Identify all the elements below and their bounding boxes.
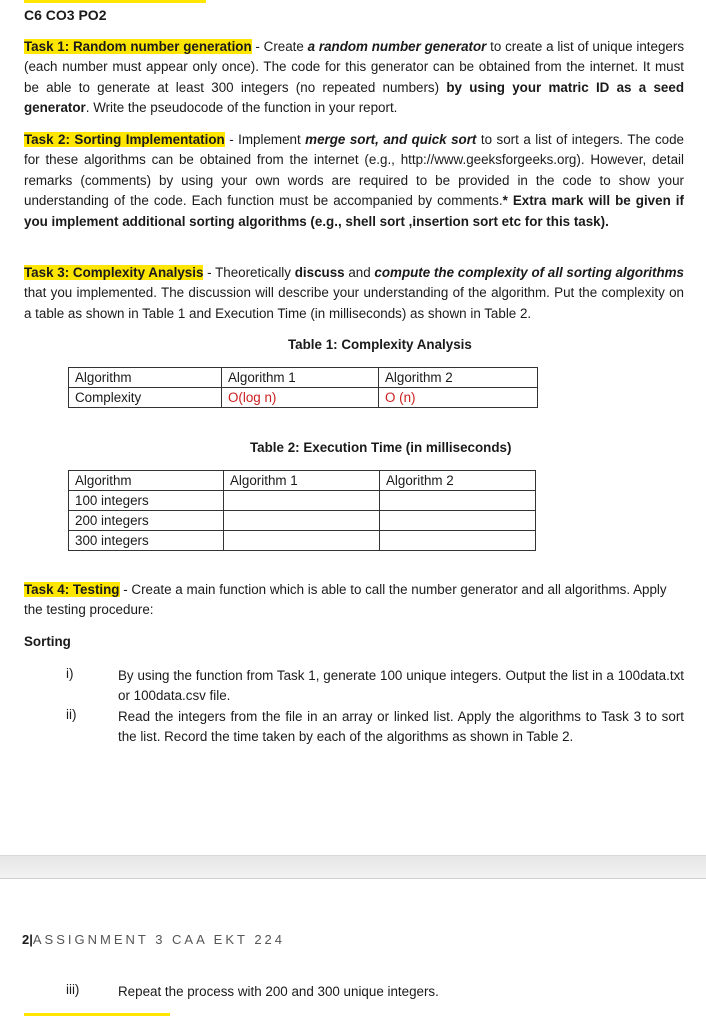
table-cell: Algorithm <box>69 368 222 388</box>
page-footer: 2|ASSIGNMENT 3 CAA EKT 224 <box>22 932 286 947</box>
task3-label: Task 3: Complexity Analysis <box>24 265 204 280</box>
step-number: iii) <box>66 982 80 997</box>
table2-title: Table 2: Execution Time (in milliseconds) <box>250 440 512 455</box>
footer-title: ASSIGNMENT 3 CAA EKT 224 <box>32 932 286 947</box>
table-row <box>69 491 536 511</box>
task2-paragraph: Task 2: Sorting Implementation - Implement merge sort, and quick sort to sort a list of integers. The code for these algorithms can be obtained from the internet (e.g., http://www.geeksforgeeks.org). However, detail remarks (comments) by using your own words are required to be provided in the code to show your understanding of the code. Each function must be accompanied by comments.* Extra mark will be given if you implement additional sorting algorithms (e.g., shell sort ,insertion sort etc for this task). <box>24 132 684 229</box>
page-break <box>0 855 706 879</box>
task4-label: Task 4: Testing <box>24 582 120 597</box>
step-text: Read the integers from the file in an array or linked list. Apply the algorithms to Task 3 to sort the list. Record the time taken by each of the algorithms as shown in Table 2. <box>118 709 684 745</box>
page-number: 2 <box>22 932 30 947</box>
table-cell: 200 integers <box>69 511 224 531</box>
step-text: By using the function from Task 1, generate 100 unique integers. Output the list in a 100data.txt or 100data.csv file. <box>118 668 684 704</box>
table-cell: O(log n) <box>222 388 379 408</box>
complexity-table <box>68 367 538 408</box>
top-highlight-strip <box>24 0 206 3</box>
table-cell: Algorithm 1 <box>224 471 380 491</box>
table-cell: Algorithm 1 <box>222 368 379 388</box>
table-cell: Complexity <box>69 388 222 408</box>
table-cell <box>380 531 536 551</box>
sorting-heading: Sorting <box>24 634 71 649</box>
execution-time-table <box>68 470 536 551</box>
table-cell: Algorithm 2 <box>379 368 538 388</box>
step-number: ii) <box>66 707 77 722</box>
task4-paragraph: Task 4: Testing - Create a main function which is able to call the number generator and all algorithms. Apply the testing procedure: <box>24 582 667 618</box>
table-row <box>69 388 538 408</box>
table-row <box>69 511 536 531</box>
task1-paragraph: Task 1: Random number generation - Create a random number generator to create a list of unique integers (each number must appear only once). The code for this generator can be obtained from the internet. It must be able to generate at least 300 integers (no repeated numbers) by using your matric ID as a seed generator. Write the pseudocode of the function in your report. <box>24 39 685 116</box>
table-cell <box>224 511 380 531</box>
table-cell: 300 integers <box>69 531 224 551</box>
table-row <box>69 471 536 491</box>
page-heading: C6 CO3 PO2 <box>24 7 107 23</box>
step-number: i) <box>66 666 74 681</box>
table-cell <box>380 491 536 511</box>
table-row <box>69 368 538 388</box>
table1-title: Table 1: Complexity Analysis <box>288 337 472 352</box>
task1-label: Task 1: Random number generation <box>24 39 252 54</box>
step-text: Repeat the process with 200 and 300 unique integers. <box>118 984 439 999</box>
table-cell: O (n) <box>379 388 538 408</box>
task2-label: Task 2: Sorting Implementation <box>24 132 225 147</box>
table-cell: Algorithm 2 <box>380 471 536 491</box>
task3-paragraph: Task 3: Complexity Analysis - Theoretically discuss and compute the complexity of all sorting algorithms that you implemented. The discussion will describe your understanding of the algorithm. Put the complexity on a table as shown in Table 1 and Execution Time (in milliseconds) as shown in Table 2. <box>24 265 684 321</box>
table-row <box>69 531 536 551</box>
table-cell: 100 integers <box>69 491 224 511</box>
table-cell <box>380 511 536 531</box>
table-cell <box>224 531 380 551</box>
table-cell: Algorithm <box>69 471 224 491</box>
table-cell <box>224 491 380 511</box>
